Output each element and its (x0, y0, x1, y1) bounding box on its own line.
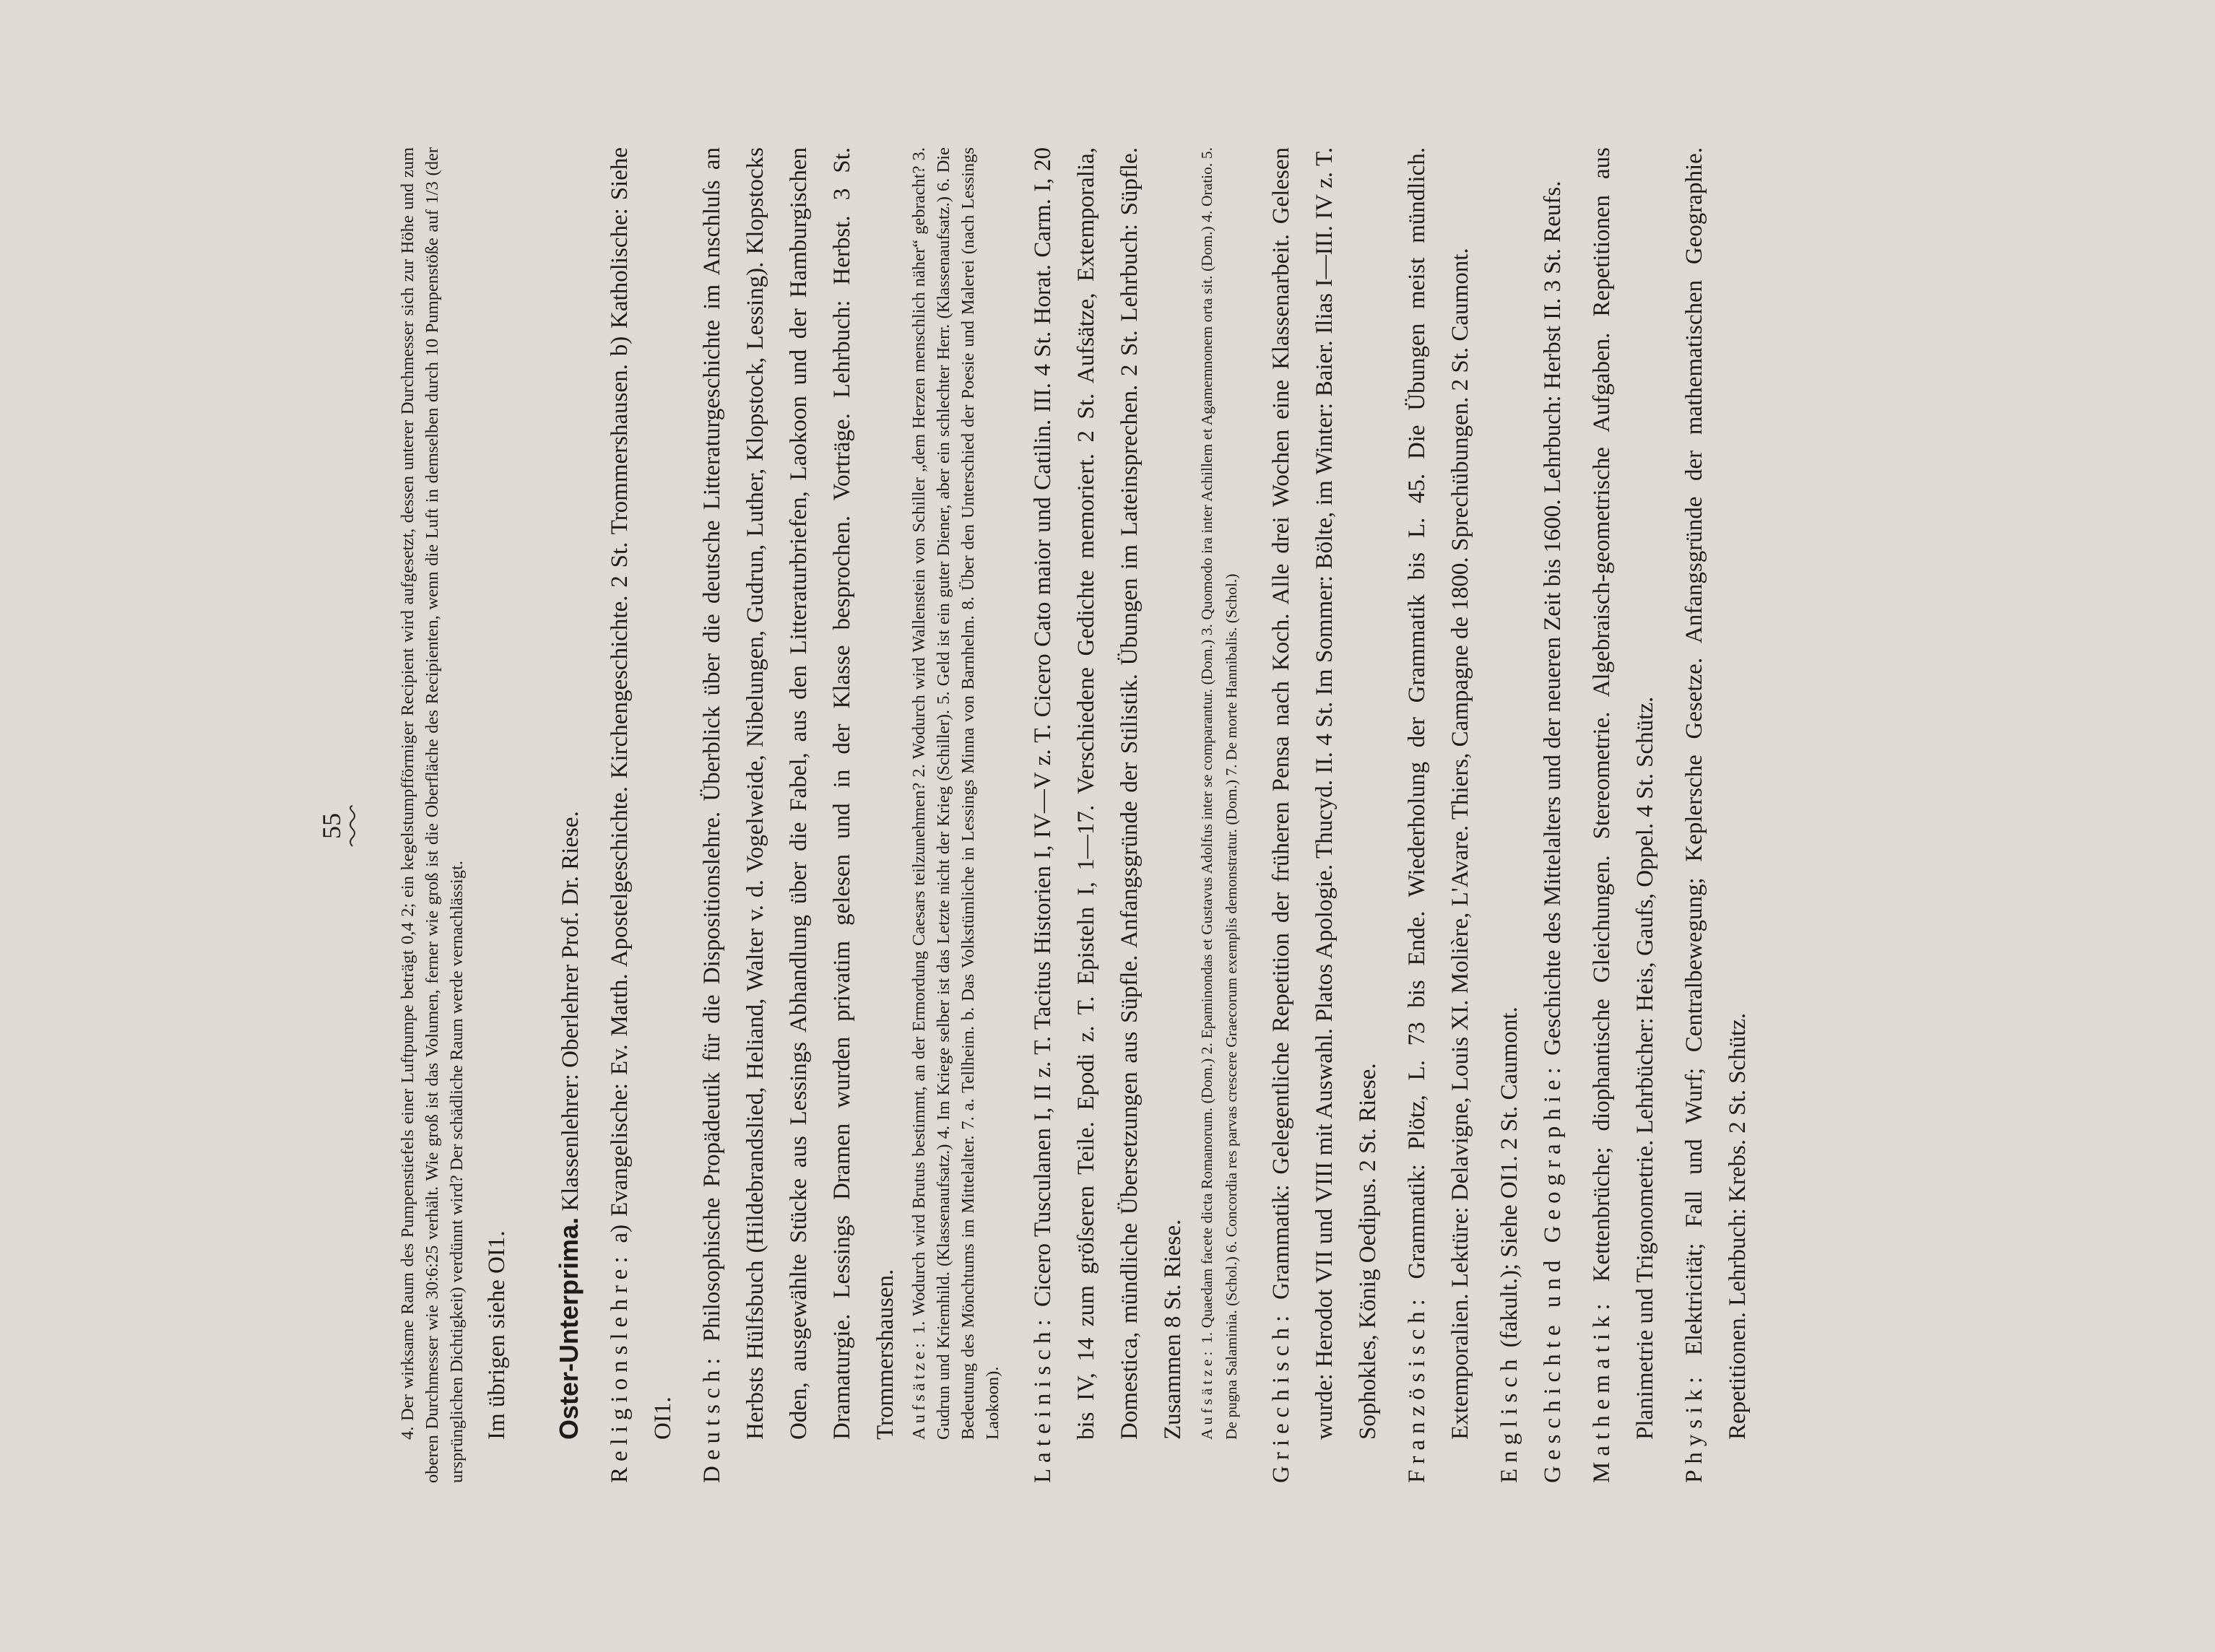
englisch-section (1488, 147, 1531, 1483)
franzoesisch-text: Grammatik: Plötz, L. 73 bis Ende. Wiederholung der Grammatik bis L. 45. Die Übungen meist mündlich. Extemporalien. Lektüre: Delavigne, Louis XI. Molière, L'Avare. Thiers, Campagne de 1800. Sprechübungen. 2 St. Caumont. (1404, 147, 1473, 1440)
physik-section (1673, 147, 1759, 1483)
im-uebrigen-line: Im übrigen siehe OI1. (484, 1230, 510, 1440)
klassenlehrer-text: Klassenlehrer: Oberlehrer Prof. Dr. Riese. (558, 811, 584, 1212)
latein-text: Cicero Tusculanen I, II z. T. Tacitus Historien I, IV—V z. T. Cicero Cato maior und Catilin. III. 4 St. Horat. Carm. I, 20 bis IV, 14 zum gröſseren Teile. Epodi z. T. Episteln I, 1—17. Verschiedene Gedichte memoriert. 2 St. Aufsätze, Extemporalia, Domestica, mündliche Übersetzungen aus Süpfle. Anfangsgründe der Stilistik. Übungen im Lateinsprechen. 2 St. Lehrbuch: Süpfle. Zusammen 8 St. Riese. (1030, 147, 1186, 1440)
mathematik-section (1580, 147, 1667, 1483)
page-ornament-icon (347, 804, 357, 848)
deutsch-aufsaetze (907, 147, 1005, 1483)
page-body (396, 147, 1759, 1483)
griechisch-section (1260, 147, 1390, 1483)
griechisch-label: Griechisch: (1268, 1309, 1294, 1483)
deutsch-text: Philosophische Propädeutik für die Dispositionslehre. Überblick über die deutsche Litteraturgeschichte im Anschluſs an Herbsts Hülfsbuch (Hildebrandslied, Heliand, Walter v. d. Vogelweide, Nibelungen, Gudrun, Luther, Klopstock, Lessing). Klopstocks Oden, ausgewählte Stücke aus Lessings Abhandlung über die Fabel, aus den Litteraturbriefen, Laokoon und der Hamburgischen Dramaturgie. Lessings Dramen wurden privatim gelesen und in der Klasse besprochen. Vorträge. Lehrbuch: Herbst. 3 St. Trommershausen. (699, 147, 898, 1440)
religion-text: a) Evangelische: Ev. Matth. Apostelgeschichte. Kirchengeschichte. 2 St. Trommershausen. b) Katholische: Siehe OI1. (607, 147, 676, 1440)
latein-aufsaetze-text: 1. Quaedam facete dicta Romanorum. (Dom.) 2. Epaminondas et Gustavus Adolfus inter se comparantur. (Dom.) 3. Quomodo ira inter Achillem et Agamemnonem orta sit. (Dom.) 4. Oratio. 5. De pugna Salaminia. (Schol.) 6. Concordia res parvas crescere Graecorum exemplis demonstratur. (Dom.) 7. De morte Hannibalis. (Schol.) (1198, 147, 1240, 1440)
englisch-label: Englisch (1496, 1353, 1522, 1483)
religion-section (598, 147, 685, 1483)
franzoesisch-section (1395, 147, 1482, 1483)
latein-aufsaetze (1195, 147, 1244, 1483)
deutsch-label: Deutsch: (699, 1352, 725, 1483)
oster-unterprima-title: Oster-Unterprima. (554, 1217, 584, 1440)
englisch-text: (fakult.); Siehe OI1. 2 St. Caumont. (1496, 1007, 1522, 1348)
deutsch-section (690, 147, 907, 1483)
footnote-4: 4. Der wirksame Raum des Pumpenstiefels einer Luftpumpe beträgt 0,4 2; ein kegelstumpfförmiger Recipient wird aufgesetzt, dessen unterer Durchmesser sich zur Höhe und zum oberen Durchmesser wie 30:6:25 verhält. Wie groß ist das Volumen, ferner wie groß ist die Oberfläche des Recipienten, wenn die Luft in demselben durch 10 Pumpenstöße auf 1/3 (der ursprünglichen Dichtigkeit) verdünnt wird? Der schädliche Raum werde vernachlässigt. (398, 147, 467, 1483)
mathematik-label: Mathematik: (1589, 1297, 1615, 1483)
physik-text: Elektricität; Fall und Wurf; Centralbewegung; Keplersche Gesetze. Anfangsgründe der mathematischen Geographie. Repetitionen. Lehrbuch: Krebs. 2 St. Schütz. (1681, 147, 1751, 1440)
oster-unterprima-heading (547, 147, 592, 1483)
mathematik-text: Kettenbrüche; diophantische Gleichungen. Stereometrie. Algebraisch-geometrische Aufgaben. Repetitionen aus Planimetrie und Trigonometrie. Lehrbücher: Heis, Gaufs, Oppel. 4 St. Schütz. (1589, 147, 1658, 1440)
physik-label: Physik: (1681, 1370, 1707, 1483)
document-page (150, 140, 2064, 1512)
griechisch-text: Grammatik: Gelegentliche Repetition der früheren Pensa nach Koch. Alle drei Wochen eine Klassenarbeit. Gelesen wurde: Herodot VII und VIII mit Auswahl. Platos Apologie. Thucyd. II. 4 St. Im Sommer: Bölte, im Winter: Baier. Ilias I—III. IV z. T. Sophokles, König Oedipus. 2 St. Riese. (1268, 147, 1381, 1440)
franzoesisch-label: Französisch: (1404, 1293, 1430, 1483)
geschichte-text: Geschichte des Mittelalters und der neueren Zeit bis 1600. Lehrbuch: Herbst II. 3 St. Reufs. (1540, 181, 1566, 1056)
geschichte-section (1531, 147, 1574, 1483)
rotated-page (150, 140, 2064, 1512)
religion-label: Religionslehre: (607, 1251, 633, 1483)
latein-section (1021, 147, 1195, 1483)
latein-label: Lateinisch: (1030, 1313, 1056, 1483)
page-number-text: 55 (317, 813, 346, 839)
deutsch-aufsaetze-label: Aufsätze: (909, 1339, 929, 1440)
geschichte-label: Geschichte und Geographie: (1540, 1061, 1566, 1483)
page-number (316, 140, 357, 1512)
deutsch-aufsaetze-text: 1. Wodurch wird Brutus bestimmt, an der Ermordung Caesars teilzunehmen? 2. Wodurch wird Wallenstein von Schiller „dem Herzen menschlich näher“ gebracht? 3. Gudrun und Kriemhild. (Klassenaufsatz.) 4. Im Kriege selber ist das Letzte nicht der Krieg (Schiller). 5. Geld ist ein guter Diener, aber ein schlechter Herr. (Klassenaufsatz.) 6. Die Bedeutung des Mönchtums im Mittelalter. 7. a. Tellheim. b. Das Volkstümliche in Lessings Minna von Barnhelm. 8. Über den Unterschied der Poesie und Malerei (nach Lessings Laokoon). (909, 147, 1002, 1440)
latein-aufsaetze-label: Aufsätze: (1198, 1347, 1215, 1440)
